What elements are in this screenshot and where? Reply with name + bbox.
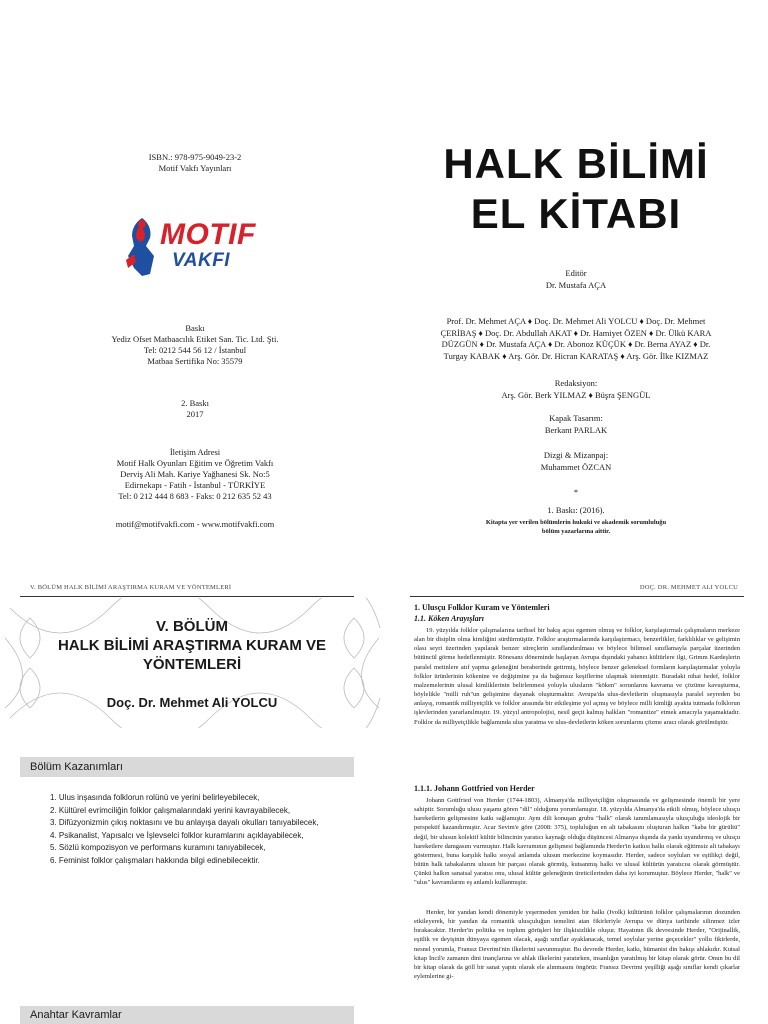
book-title-line1: HALK BİLİMİ [443,140,709,187]
heading-section-1-1-1: 1.1.1. Johann Gottfried von Herder [414,784,535,793]
disclaimer-line: bölüm yazarlarına aittir. [541,528,611,535]
paragraph-3 [414,908,740,1020]
list-item: 1. Ulus inşasında folklorun rolünü ve yerini belirleyebilecek, [50,793,260,802]
publisher-series: Motif Vakfı Yayınları [158,163,232,173]
isbn-text: ISBN.: 978-975-9049-23-2 [148,152,242,162]
contact-line: Motif Halk Oyunları Eğitim ve Öğretim Vakfı [116,458,274,468]
book-title-line2: EL KİTABI [470,190,682,237]
chapter-opening-page [0,580,384,1024]
first-edition: 1. Baskı: (2016). [547,505,605,515]
isbn-block [50,152,340,174]
print-line: Yediz Ofset Matbaacılık Etiket San. Tic. Ltd. Şti. [111,334,279,344]
contact-line: İletişim Adresi [169,447,221,457]
web-contact [50,519,340,530]
list-item: 4. Psikanalist, Yapısalcı ve İşlevselci folklor kuramlarını açıklayabilecek, [50,830,304,840]
list-item: 3. Difüzyonizmin çıkış noktasını ve bu anlayışa dayalı okulları tanıyabilecek, [50,818,319,827]
edition-line: 2017 [186,409,204,419]
disclaimer-block [404,518,748,536]
cover-label: Kapak Tasarım: [549,413,603,423]
authors-line: Turgay KABAK ♦ Arş. Gör. Dr. Hicran KARATAŞ ♦ Arş. Gör. İlke KIZMAZ [443,350,709,361]
motif-vakfi-logo [120,216,270,282]
dancer-emblem-icon [120,216,164,278]
authors-block [404,316,748,362]
separator-star: * [573,487,579,497]
chapter-number: V. BÖLÜM [156,618,228,635]
redaction-names: Arş. Gör. Berk YILMAZ ♦ Büşra ŞENGÜL [501,389,651,400]
logo-text-motif: MOTIF [160,218,256,251]
editor-label: Editör [565,268,587,278]
heading-section-1-1: 1.1. Köken Arayışları [414,614,484,623]
outcomes-list [50,792,350,867]
list-item: 2. Kültürel evrimciliğin folklor çalışmalarındaki yerini kavrayabilecek, [50,805,291,815]
redaction-block [404,378,748,401]
text-page [384,580,768,1024]
running-head-left: V. BÖLÜM HALK BİLİMİ ARAŞTIRMA KURAM VE YÖNTEMLERİ [30,584,232,591]
redaction-label: Redaksiyon: [554,378,598,388]
print-line: Tel: 0212 544 56 12 / İstanbul [143,345,247,355]
contact-line: Edirnekapı - Fatih - İstanbul - TÜRKİYE [124,480,266,490]
title-page [384,0,768,570]
editor-block [404,268,748,291]
paragraph-text: Herder, bir yandan kendi dönemiyle yeşermeden yeniden bir halkı (Ivolk) kültürünü folklor çalışmalarının dozunden etkileyerek, bir yandan da romantik ulusçuluğun temelini atan fikirleriyle Avrupa ve dünya tarihinde silinmez izler bırakacaktır. Herder'in politika ve toplum görüşleri bir ilişkisizlikle oluşur. Hayatının ilk devresinde Herder, "Orijinallik, eşitlik ve deyişinin dünyaya egemen olacak, aşağı sınıflar ayaklanacak, temel soylular yerine geçecekler" yollu fikirlerde, nesnel yorumla, Fransız Devrimi'nin ilkelerini savunmuştur. Bu devrede Herder, katkı, hümanist din bakışı ahlakıdır. Kutsal kitap İncil'e zamanın dini inançlarına ve ahlak ilkelerini yaratırken, insanlığın yaratılmış bir kitap olarak görür. Onun bu dil bir kitap olarak da göll bir sanat yapıtı olarak ele alınmasını öngörür. Fransız Devrimi yeşilliği aşağı sınıflar kendi çıkarlar eylemlerine gi- [414,909,740,981]
paragraph-2 [414,796,740,888]
authors-line: DÜZGÜN ♦ Dr. Mustafa AÇA ♦ Dr. Abonoz KÜÇÜK ♦ Dr. Berna AYAZ ♦ Dr. [441,339,711,349]
edition-line: 2. Baskı [181,398,209,408]
layout-name: Muhammet ÖZCAN [540,461,612,472]
outcomes-heading: Bölüm Kazanımları [20,757,354,777]
web-line: motif@motifvakfi.com - www.motifvakfi.com [115,519,275,529]
running-head-right: DOÇ. DR. MEHMET ALI YOLCU [639,584,738,591]
contact-line: Tel: 0 212 444 8 683 - Faks: 0 212 635 52 43 [118,491,272,501]
list-item: 6. Feminist folklor çalışmaları hakkında bilgi edinebilecektir. [50,855,260,865]
paragraph-text: 19. yüzyılda folklor çalışmalarına tarihsel bir bakış açısı egemen olmuş ve folklor, karşılaştırmalı çalışmaların merkeze alan bir disiplin olma kimliğini sürdürmüştür. Folklor araştırmalarında karşılaştırmacı, benzerlikler, farklılıklar ve gelişimin olası seyri üzerinden yapılarak benzer süreçlerin sınıflandırılması ve böylece bilimsel sınıflamayla parçalar üzerinden bütüncül görme hedeflenmiştir. Rönesans döneminde başlayan Avrupa dışındaki yabancı kültürlere ilgi, Grimm Kardeşlerin paralel metinlere atıf yapma geleneğini beraberinde getirmiş, böylece benzer geleneksel formların karşılaştırmalar yoluyla folklor ürünlerinin kökenine ve değişimine ya da bağımsız keşiflerine ulaşmak istenmiştir. Buradaki nihai hedef, folklor malzemelerinin ulusal kimliklerinin belirlenmesi yoluyla ulusların "köken" sorunlarını kavrama ve çözüme kavuşturma, böylelikle "milli ruh"un gelişimine dayanak oluşturmaktır. Avrupa'da ulus-devletlerin oluşmasıyla paralel seyreden bu anlayış, romantik milliyetçilik ve folklor arasında bir etkileşime yol açmış ve böylece milli kimliği ayakta tutmada folklorun işlevlerinden yararlanılmıştır. 19. yüzyıl antropolojisi, nesil geçit kalmış halkları "romantize" etmek amacıyla yaşamaktadır. Folklor da milliyetçilikle bağlamında ulus yaratma ve ulus-devletlerin köken sorunlarını çözme aracı olarak görülmüştür. [414,627,740,726]
layout-block [404,450,748,473]
print-line: Baskı [185,323,205,333]
chapter-title-line1: HALK BİLİMİ ARAŞTIRMA KURAM VE [57,637,327,654]
print-line: Matbaa Sertifika No: 35579 [147,356,243,366]
disclaimer-line: Kitapta yer verilen bölümlerin hukuki ve akademik sorumluluğu [485,519,667,526]
cover-design-block [404,413,748,436]
authors-line: Prof. Dr. Mehmet AÇA ♦ Doç. Dr. Mehmet Ali YOLCU ♦ Doç. Dr. Mehmet [446,316,706,326]
header-rule [410,596,744,597]
cover-name: Berkant PARLAK [544,424,608,435]
chapter-title-line2: YÖNTEMLERİ [142,656,242,673]
keywords-heading: Anahtar Kavramlar [20,1006,354,1024]
imprint-page [0,0,384,570]
heading-section-1: 1. Ulusçu Folklor Kuram ve Yöntemleri [414,603,550,612]
paragraph-1 [414,626,740,727]
contact-line: Derviş Ali Mah. Kariye Yağhanesi Sk. No:5 [120,469,270,479]
editor-name: Dr. Mustafa AÇA [545,279,607,290]
header-rule [20,596,354,597]
authors-line: ÇERİBAŞ ♦ Doç. Dr. Abdullah AKAT ♦ Dr. Hamiyet ÖZEN ♦ Dr. Ülkü KARA [440,327,712,338]
print-info-block [50,323,340,367]
logo-text-vakfi: VAKFI [172,250,231,271]
list-item: 5. Sözlü kompozisyon ve performans kuramını tanıyabilecek, [50,843,266,852]
layout-label: Dizgi & Mizanpaj: [543,450,609,460]
chapter-author: Doç. Dr. Mehmet Ali YOLCU [106,695,278,710]
contact-block [50,447,340,502]
edition-block [50,398,340,420]
paragraph-text: Johann Gottfried von Herder (1744-1803), Almanya'da milliyetçiliğin oluşmasında ve gelişmesinde önemli bir yere sahiptir. Sorumluğu ulusu yaşamı gören "dil" olduğunu yorumlamıştır. 18. yüzyılda Almanya'da etkili olmuş, böylece ulusçu hareketlerin gelişmesine katkı sağlamıştır. Aynı dili konuşan grubu "halk" olarak tanımlamasıyla ulusçuluğu ideolojik bir perspektif kazandırmıştır. Acar Sevim'e göre (2008: 375), topluluğun en alt tabakasını oluşturan halkın "kaba bir gürültü" değil, bir ulusun kolektif kültür bilincinin yaratıcı kaynağı olduğu düşüncesi Almanya dışında da yankı uyandırmış ve ulusçu hareketlere damgasını vurmuştur. Halk kavramının gelişmesi bağlamında Herder'in katkısı halkı olarak eğitimsiz alt tabakayı göstermesi, buna karşılık halkı sosyal anlamda ulusun merkezine koymasıdır. Herder, sadece soyluları ve eşitlikçi değil, bütün halk tabakalarını ulusun bir parçası olarak görmüş, kutsanmış halkı ve ulusal kültürün yaratıcısı olarak görmüştür. Çünkü halkın sanatsal yaratısı onu, ulusal kültür geleneğinin üreticilerinden daha iyi korumuştur. Böylece Herder, "halk" ve "ulus" kavramlarını eş anlamlı kullanmıştır. [414,797,740,887]
